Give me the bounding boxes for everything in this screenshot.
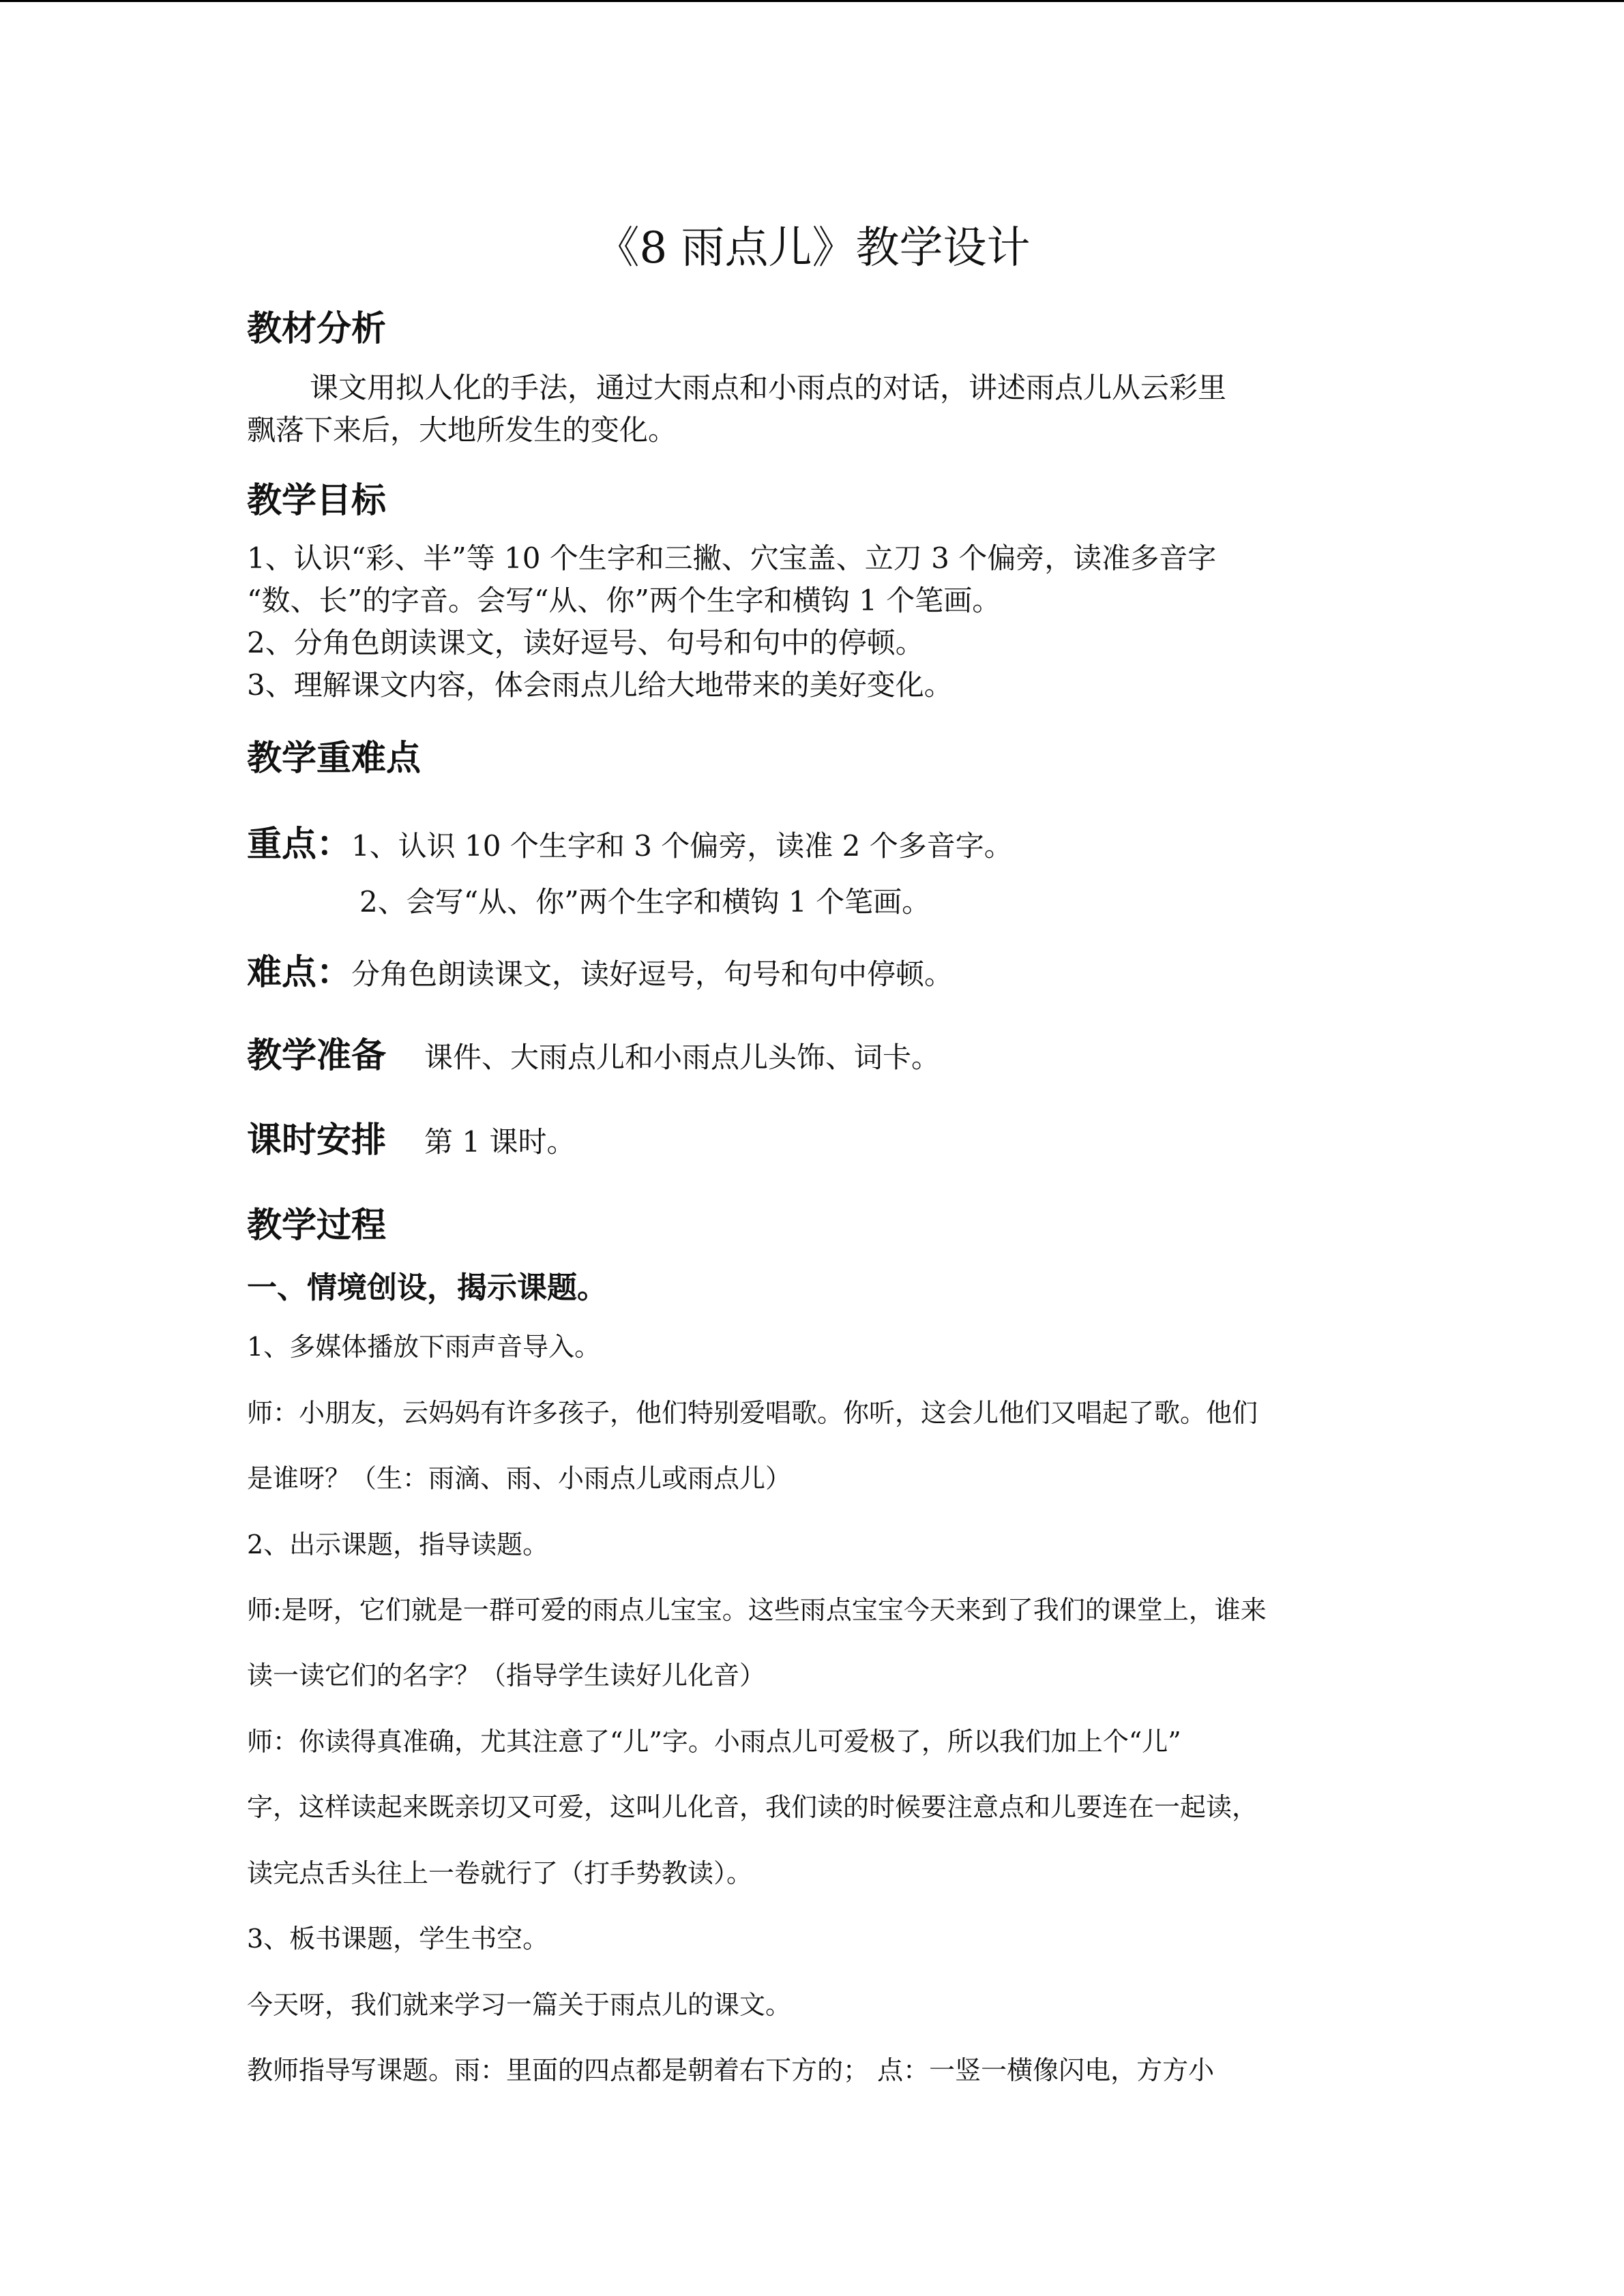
teaching-preparation-label: 教学准备 [247,1036,387,1076]
process-line: 教师指导写课题。雨：里面的四点都是朝着右下方的； 点：一竖一横像闪电，方方小 [247,2055,1215,2085]
process-line: 是谁呀？（生：雨滴、雨、小雨点儿或雨点儿） [247,1463,792,1493]
process-line: 字，这样读起来既亲切又可爱，这叫儿化音，我们读的时候要注意点和儿要连在一起读， [247,1792,1258,1822]
process-line: 读一读它们的名字？（指导学生读好儿化音） [247,1660,766,1690]
material-line: 课文用拟人化的手法，通过大雨点和小雨点的对话，讲述雨点儿从云彩里 [310,371,1227,404]
difficult-point-row [247,944,953,994]
teaching-goals-list [247,537,1216,706]
goal-line: 1、认识“彩、半”等 10 个生字和三撇、穴宝盖、立刀 3 个偏旁，读准多音字 [247,541,1217,575]
process-line: 2、出示课题，指导读题。 [247,1530,549,1560]
key-point-row [247,816,1013,866]
key-point-line: 1、认识 10 个生字和 3 个偏旁，读准 2 个多音字。 [351,829,1013,863]
process-line: 读完点舌头往上一卷就行了（打手势教读）。 [247,1858,753,1888]
teaching-preparation-text: 课件、大雨点儿和小雨点儿头饰、词卡。 [424,1041,941,1074]
page-top-border [0,0,1624,2]
heading-material-analysis: 教材分析 [247,309,387,349]
difficult-point-label: 难点： [247,953,352,993]
process-line: 师：小朋友，云妈妈有许多孩子，他们特别爱唱歌。你听，这会儿他们又唱起了歌。他们 [247,1398,1258,1428]
process-step1-heading: 一、情境创设，揭示课题。 [247,1270,607,1305]
process-line: 今天呀，我们就来学习一篇关于雨点儿的课文。 [247,1990,792,2020]
class-schedule-row [247,1112,575,1162]
difficult-point-text: 分角色朗读课文，读好逗号，句号和句中停顿。 [351,957,954,991]
process-line: 师:是呀，它们就是一群可爱的雨点儿宝宝。这些雨点宝宝今天来到了我们的课堂上，谁来 [247,1595,1267,1625]
material-line: 飘落下来后，大地所发生的变化。 [247,413,677,447]
teaching-preparation-row [247,1027,940,1077]
goal-line: “数、长”的字音。会写“从、你”两个生字和横钩 1 个笔画。 [247,584,1001,617]
key-point-label: 重点： [247,824,352,865]
key-point-line: 2、会写“从、你”两个生字和横钩 1 个笔画。 [359,885,931,919]
goal-line: 2、分角色朗读课文，读好逗号、句号和句中的停顿。 [247,626,924,659]
class-schedule-label: 课时安排 [247,1120,387,1161]
class-schedule-text: 第 1 课时。 [424,1125,576,1159]
process-line: 3、板书课题，学生书空。 [247,1924,549,1954]
goal-line: 3、理解课文内容，体会雨点儿给大地带来的美好变化。 [247,668,953,702]
process-line: 师：你读得真准确，尤其注意了“儿”字。小雨点儿可爱极了，所以我们加上个“儿” [247,1727,1181,1757]
material-analysis-paragraph [247,367,1226,451]
document-title: 《8 雨点儿》教学设计 [595,223,1031,273]
heading-key-points: 教学重难点 [247,739,422,779]
heading-teaching-goals: 教学目标 [247,481,387,521]
heading-teaching-process: 教学过程 [247,1206,387,1246]
process-line: 1、多媒体播放下雨声音导入。 [247,1332,601,1362]
